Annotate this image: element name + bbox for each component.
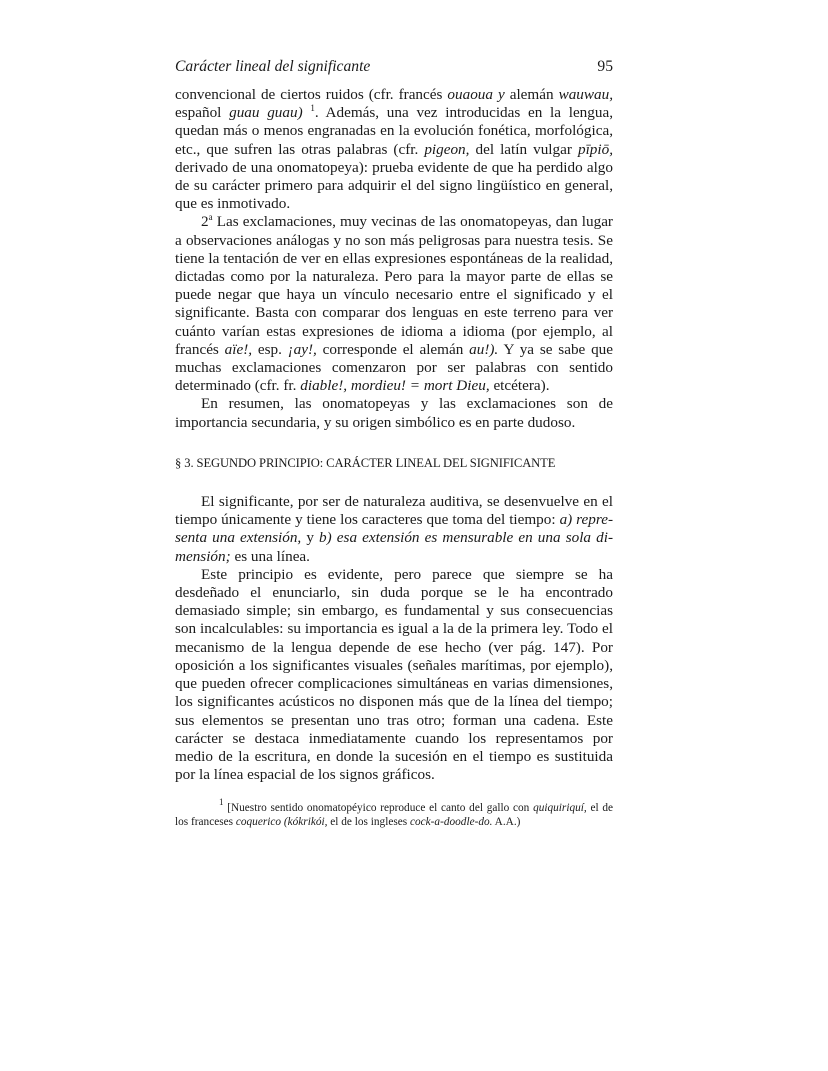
section-heading: § 3. SEGUNDO PRINCIPIO: CARÁCTER LINEAL DEL SIGNIFICANTE	[175, 455, 556, 470]
page-number: 95	[597, 58, 613, 75]
paragraph-summary: En resumen, las onomatopeyas y las exclamaciones son de importancia secundaria, y su origen simbólico es en parte dudoso.	[175, 395, 613, 431]
paragraph-onomatopoeia-continued: convencional de ciertos ruidos (cfr. francés ouaoua y alemán wauwau, español guau guau) $^1$. Además, una vez introducidas en la lengua, quedan más o menos engranadas en la evolución fonética, morfológica, etc., que sufren las otras palabras (cfr. pigeon, del latín vulgar pīpiō, derivado de una onomatopeya): prueba evidente de que ha perdido algo de su carácter primero para adquirir el del signo lingüístico en general, que es inmotivado.	[175, 86, 614, 213]
body-text	[175, 86, 613, 784]
running-title: Carácter lineal del significante	[175, 58, 371, 75]
paragraph-exclamations: 2$^a$ Las exclamaciones, muy vecinas de las onomatopeyas, dan lugar a observaciones análogas y no son más peligrosas para nuestra tesis. Se tiene la tentación de ver en ellas expresiones espontáneas de la realidad, dictadas como por la naturaleza. Pero para la mayor parte de ellas se puede negar que haya un vínculo necesario entre el significado y el significante. Basta con comparar dos lenguas en este terreno para ver cuánto varían estas expresiones de idioma a idioma (por ejemplo, al francés aïe!, esp. ¡ay!, corresponde el alemán au!). Y ya se sabe que muchas exclamaciones comenzaron por ser palabras con sentido determinado (cfr. fr. diable!, mordieu! = mort Dieu, etcétera).	[175, 212, 614, 395]
paragraph-principle: Este principio es evidente, pero parece que siempre se ha desdeñado el enunciarlo, sin duda porque se le ha encontrado demasiado simple; sin embargo, es fundamental y sus consecuencias son incalculables: su importancia es igual a la de la primera ley. Todo el mecanismo de la lengua depende de ese hecho (ver pág. 147). Por oposición a los significantes visuales (señales marítimas, por ejemplo), que pueden ofrecer complicaciones simultáneas en varias dimensiones, los significantes acústicos no disponen más que de la línea del tiempo; sus elementos se presentan uno tras otro; forman una cadena. Este carácter se destaca inmediatamente cuando los representamos por medio de la escritura, en donde la sucesión en el tiempo es sustituida por la línea espacial de los signos gráficos.	[175, 565, 613, 784]
footnote-marker: 1	[219, 797, 224, 808]
running-header	[175, 58, 613, 86]
paragraph-linear-signifier: El significante, por ser de naturaleza auditiva, se desenvuelve en el tiempo únicamente y tiene los caracteres que toma del tiempo: a) representa una extensión, y b) esa extensión es mensurable en una sola dimensión; es una línea.	[175, 493, 614, 565]
footnote-reference[interactable]: 1	[310, 103, 315, 114]
book-page	[175, 58, 613, 830]
footnote: $^1$ [Nuestro sentido onomatopéyico reproduce el canto del gallo con quiquiriquí, el de los franceses coquerico (kókrikói, el de los ingleses cock-a-doodle-do. A.A.)	[175, 797, 614, 828]
